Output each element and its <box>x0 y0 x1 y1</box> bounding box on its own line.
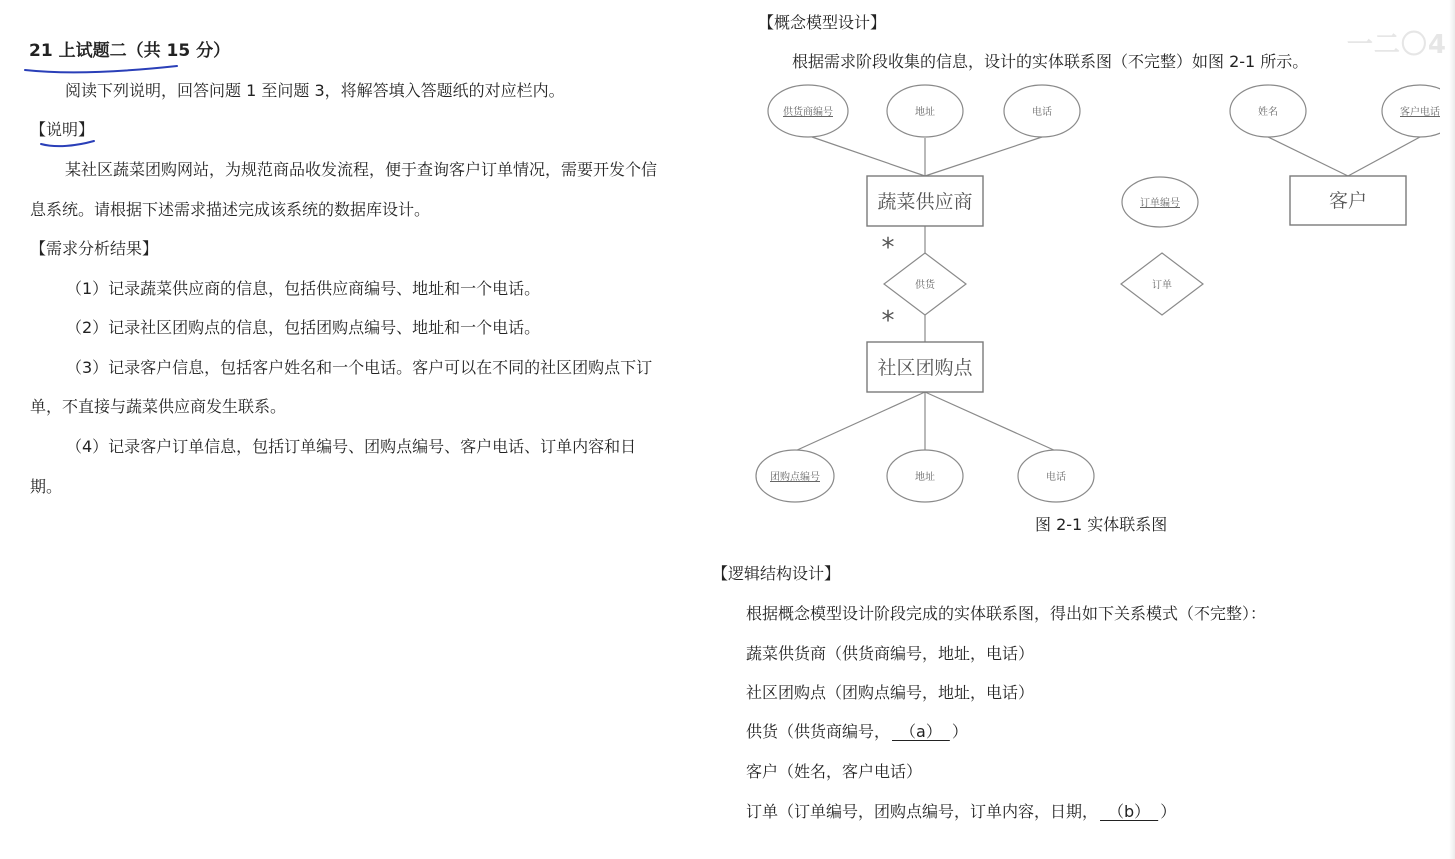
requirement-3-line-1: （3）记录客户信息，包括客户姓名和一个电话。客户可以在不同的社区团购点下订 <box>66 358 653 377</box>
description-line-1: 某社区蔬菜团购网站，为规范商品收发流程，便于查询客户订单情况，需要开发个信 <box>65 160 658 179</box>
requirement-3-line-2: 单，不直接与蔬菜供应商发生联系。 <box>30 397 287 416</box>
concept-model-intro: 根据需求阶段收集的信息，设计的实体联系图（不完整）如图 2-1 所示。 <box>792 52 1309 71</box>
description-heading: 【说明】 <box>30 120 95 139</box>
page-edge-shadow <box>1449 0 1455 859</box>
cardinality-supplier: * <box>881 233 895 263</box>
entity-community-label: 社区团购点 <box>877 357 973 379</box>
requirement-4-line-2: 期。 <box>30 477 63 496</box>
schema-supply-suffix: ） <box>951 722 968 741</box>
relation-supply-label: 供货 <box>915 280 935 291</box>
attr-community-address-label: 地址 <box>915 472 935 483</box>
logic-structure-intro: 根据概念模型设计阶段完成的实体联系图，得出如下关系模式（不完整）： <box>746 604 1267 623</box>
schema-supply-prefix: 供货（供货商编号， <box>746 722 891 741</box>
title-underline-annotation <box>22 62 182 76</box>
requirement-2: （2）记录社区团购点的信息，包括团购点编号、地址和一个电话。 <box>66 318 541 337</box>
schema-order-suffix: ） <box>1160 802 1177 821</box>
watermark: 一二〇4 <box>1346 30 1447 60</box>
schema-community: 社区团购点（团购点编号，地址，电话） <box>746 683 1035 702</box>
concept-model-heading: 【概念模型设计】 <box>758 13 887 32</box>
entity-supplier-label: 蔬菜供应商 <box>877 191 973 213</box>
attr-supplier-phone-label: 电话 <box>1032 107 1052 118</box>
description-line-2: 息系统。请根据下述需求描述完成该系统的数据库设计。 <box>30 200 431 219</box>
question-title: 21 上试题二（共 15 分） <box>29 41 231 61</box>
attr-order-id-label: 订单编号 <box>1140 198 1180 209</box>
schema-supplier: 蔬菜供货商（供货商编号，地址，电话） <box>746 644 1035 663</box>
blank-b: （b） <box>1100 802 1159 821</box>
attr-community-phone-label: 电话 <box>1046 472 1066 483</box>
er-diagram <box>740 70 1440 510</box>
requirement-4-line-1: （4）记录客户订单信息，包括订单编号、团购点编号、客户电话、订单内容和日 <box>66 437 637 456</box>
attr-customer-phone-label: 客户电话 <box>1400 107 1440 118</box>
requirements-heading: 【需求分析结果】 <box>30 239 159 258</box>
description-underline-annotation <box>38 138 98 150</box>
blank-a: （a） <box>892 722 950 741</box>
cardinality-community: * <box>881 306 895 336</box>
intro-text: 阅读下列说明，回答问题 1 至问题 3，将解答填入答题纸的对应栏内。 <box>65 81 565 100</box>
attr-supplier-address-label: 地址 <box>915 107 935 118</box>
schema-customer: 客户（姓名，客户电话） <box>746 762 923 781</box>
entity-customer-label: 客户 <box>1328 190 1368 212</box>
schema-order-prefix: 订单（订单编号，团购点编号，订单内容，日期， <box>746 802 1099 821</box>
attr-supplier-id-label: 供货商编号 <box>783 107 833 118</box>
schema-supply <box>746 722 968 742</box>
figure-caption: 图 2-1 实体联系图 <box>1035 515 1168 534</box>
logic-structure-heading: 【逻辑结构设计】 <box>712 564 841 583</box>
attr-customer-name-label: 姓名 <box>1258 107 1278 118</box>
attr-community-id-label: 团购点编号 <box>770 472 820 483</box>
relation-order-label: 订单 <box>1152 280 1172 291</box>
schema-order <box>746 802 1176 822</box>
requirement-1: （1）记录蔬菜供应商的信息，包括供应商编号、地址和一个电话。 <box>66 279 541 298</box>
